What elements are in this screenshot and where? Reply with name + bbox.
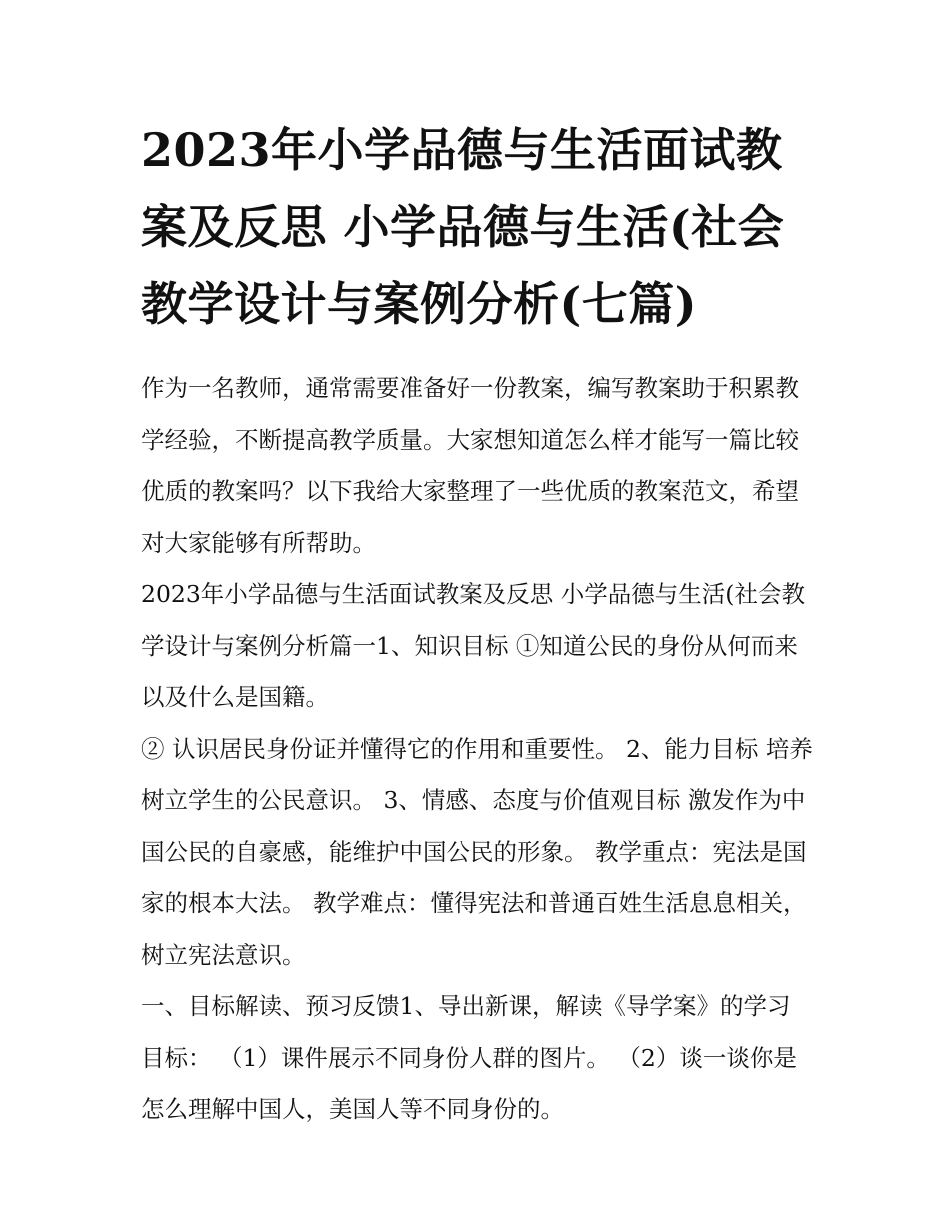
- lesson-step-paragraph: 一、目标解读、预习反馈1、导出新课，解读《导学案》的学习目标： （1）课件展示不同身份人群的图片。 （2）谈一谈你是怎么理解中国人，美国人等不同身份的。: [141, 992, 797, 1123]
- section-one-paragraph: 2023年小学品德与生活面试教案及反思 小学品德与生活(社会教学设计与案例分析篇一1、知识目标 ①知道公民的身份从何而来以及什么是国籍。: [141, 580, 805, 711]
- document-page: [141, 112, 813, 1136]
- objectives-paragraph: ② 认识居民身份证并懂得它的作用和重要性。 2、能力目标 培养树立学生的公民意识。 3、情感、态度与价值观目标 激发作为中国公民的自豪感，能维护中国公民的形象。 教学重点：宪法是国家的根本大法。 教学难点：懂得宪法和普通百姓生活息息相关，树立宪法意识。: [141, 734, 813, 969]
- intro-paragraph: 作为一名教师，通常需要准备好一份教案，编写教案助于积累教学经验，不断提高教学质量。大家想知道怎么样才能写一篇比较优质的教案吗？以下我给大家整理了一些优质的教案范文，希望对大家能够有所帮助。: [141, 374, 799, 557]
- document-title: 2023年小学品德与生活面试教案及反思 小学品德与生活(社会教学设计与案例分析(七篇): [141, 123, 785, 331]
